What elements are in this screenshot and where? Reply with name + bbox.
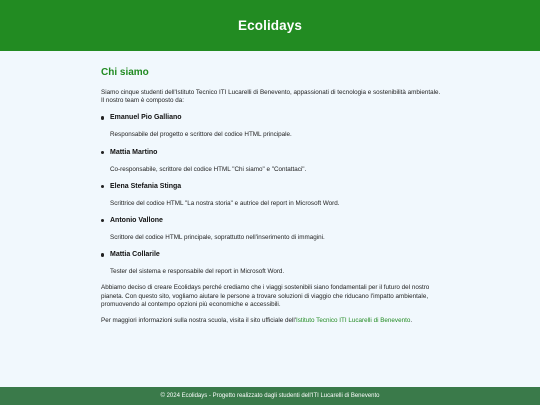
- member-role: Co-responsabile, scrittore del codice HTML "Chi siamo" e "Contattaci".: [110, 165, 307, 173]
- member-role: Tester del sistema e responsabile del report in Microsoft Word.: [110, 268, 285, 276]
- site-title: Ecolidays: [238, 18, 302, 33]
- info-prefix: Per maggiori informazioni sulla nostra scuola, visita il sito ufficiale dell': [101, 317, 296, 325]
- team-member: [101, 216, 441, 242]
- member-name: Emanuel Pio Galliano: [110, 114, 182, 122]
- member-name: Antonio Vallone: [110, 217, 163, 225]
- footer-text: © 2024 Ecolidays - Progetto realizzato dagli studenti dell'ITI Lucarelli di Benevento: [160, 393, 380, 399]
- team-member: [101, 250, 441, 276]
- bullet-icon: [101, 185, 104, 188]
- intro-paragraph: Siamo cinque studenti dell'Istituto Tecnico ITI Lucarelli di Benevento, appassionati di tecnologia e sostenibilità ambientale. Il nostro team è composto da:: [101, 89, 441, 105]
- bullet-icon: [101, 151, 104, 154]
- team-member: [101, 113, 441, 139]
- member-name: Elena Stefania Stinga: [110, 182, 182, 190]
- school-website-link[interactable]: Istituto Tecnico ITI Lucarelli di Benevento: [295, 317, 411, 325]
- member-role: Scrittrice del codice HTML "La nostra storia" e autrice del report in Microsoft Word.: [110, 199, 340, 207]
- member-name: Mattia Martino: [110, 148, 158, 156]
- bullet-icon: [101, 253, 104, 256]
- team-member: [101, 148, 441, 174]
- info-suffix: .: [410, 317, 413, 325]
- info-paragraph: [101, 317, 441, 325]
- member-name: Mattia Collarile: [110, 251, 160, 259]
- site-header: [0, 0, 540, 51]
- main-content: [101, 66, 441, 333]
- member-role: Responsabile del progetto e scrittore del codice HTML principale.: [110, 131, 292, 139]
- member-role: Scrittore del codice HTML principale, soprattutto nell'inserimento di immagini.: [110, 234, 325, 242]
- bullet-icon: [101, 116, 104, 119]
- section-title: Chi siamo: [101, 67, 149, 78]
- bullet-icon: [101, 219, 104, 222]
- team-member: [101, 182, 441, 208]
- team-member-list: [101, 113, 441, 276]
- mission-paragraph: Abbiamo deciso di creare Ecolidays perché crediamo che i viaggi sostenibili siano fondamentali per il futuro del nostro pianeta. Con questo sito, vogliamo aiutare le persone a trovare soluzioni di viaggio che riducano l'impatto ambientale, promuovendo al contempo opzioni più economiche e accessibili.: [101, 284, 430, 308]
- site-footer: [0, 387, 540, 405]
